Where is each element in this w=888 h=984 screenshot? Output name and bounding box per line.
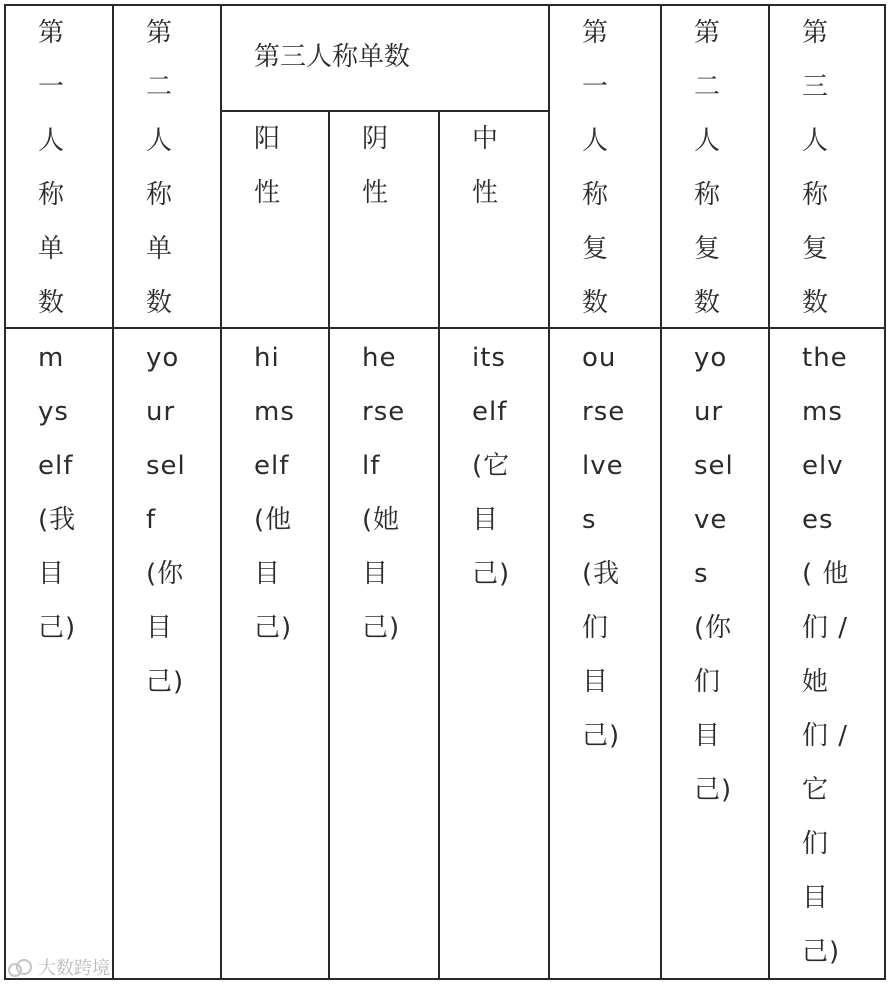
value-yourselves: yo ur sel ve s (你 们 目 己)	[694, 343, 734, 805]
table-border-right	[884, 4, 886, 980]
col-divider-4	[438, 110, 440, 980]
table-border-left	[4, 4, 6, 980]
value-itself: its elf (它 目 己)	[472, 343, 511, 589]
third-person-singular-header: 第三人称单数	[254, 42, 411, 72]
cloud-logo-icon	[8, 957, 34, 977]
header-first-person-singular: 第 一 人 称 单 数	[38, 18, 66, 318]
header-third-person-plural: 第 三 人 称 复 数	[802, 18, 830, 318]
table-border-top	[4, 4, 886, 6]
col-divider-7	[768, 4, 770, 980]
header-second-person-plural: 第 二 人 称 复 数	[694, 18, 722, 318]
value-themselves: the ms elv es ( 他 们 / 她 们 / 它 们 目 己)	[802, 343, 850, 967]
header-first-person-plural: 第 一 人 称 复 数	[582, 18, 610, 318]
watermark	[8, 954, 110, 980]
value-yourself: yo ur sel f (你 目 己)	[146, 343, 186, 697]
col-divider-5	[548, 4, 550, 980]
header-body-divider	[4, 327, 886, 329]
col-divider-6	[660, 4, 662, 980]
col-divider-3	[328, 110, 330, 980]
value-herself: he rse lf (她 目 己)	[362, 343, 406, 643]
value-myself: m ys elf (我 目 己)	[38, 343, 77, 643]
watermark-text: 大数跨境	[38, 958, 110, 979]
col-divider-2	[220, 4, 222, 980]
value-ourselves: ou rse lve s (我 们 目 己)	[582, 343, 626, 751]
header-second-person-singular: 第 二 人 称 单 数	[146, 18, 174, 318]
header-feminine: 阴 性	[362, 124, 390, 208]
value-himself: hi ms elf (他 目 己)	[254, 343, 295, 643]
table-border-bottom	[4, 978, 886, 980]
header-neuter: 中 性	[472, 124, 500, 208]
col-divider-1	[112, 4, 114, 980]
header-masculine: 阳 性	[254, 124, 282, 208]
